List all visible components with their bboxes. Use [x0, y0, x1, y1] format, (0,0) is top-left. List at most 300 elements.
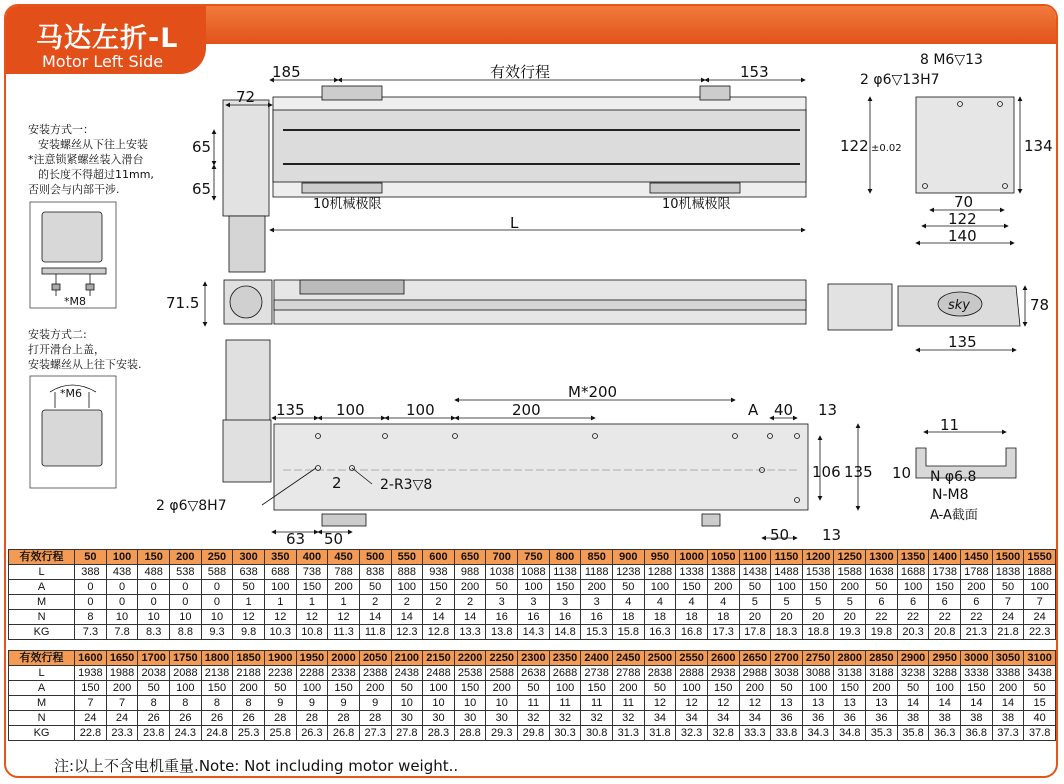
row-label-cell: A	[9, 580, 75, 595]
header-cell: 2800	[834, 651, 866, 666]
table-cell: 32.8	[707, 726, 739, 741]
table-cell: 24	[106, 711, 138, 726]
table-cell: 26.8	[328, 726, 360, 741]
table-cell: 100	[676, 681, 708, 696]
table-cell: 31.3	[612, 726, 644, 741]
table-cell: 8	[75, 610, 107, 625]
brand-logo: sky	[948, 298, 970, 313]
header-cell: 1050	[707, 550, 739, 565]
table-cell: 3088	[802, 666, 834, 681]
header-cell: 1600	[75, 651, 107, 666]
dim-40: 40	[774, 401, 794, 419]
dim-10: 10	[892, 464, 912, 482]
table-cell: 14	[391, 610, 423, 625]
table-cell: 50	[644, 681, 676, 696]
table-cell: 7.3	[75, 625, 107, 640]
table-cell: 34	[676, 711, 708, 726]
table-cell: 10	[423, 696, 455, 711]
table-cell: 7	[992, 595, 1024, 610]
table-cell: 36.3	[929, 726, 961, 741]
table-cell: 3438	[1024, 666, 1056, 681]
header-cell: 1000	[676, 550, 708, 565]
header-cell: 200	[170, 550, 202, 565]
note-line: 安装方式二:	[28, 328, 87, 341]
table-cell: 6	[897, 595, 929, 610]
table-cell: 200	[328, 580, 360, 595]
table-cell: 1238	[612, 565, 644, 580]
table-cell: 3188	[866, 666, 898, 681]
install-diagram-1	[30, 202, 116, 308]
table-cell: 1	[328, 595, 360, 610]
table-cell: 9.8	[233, 625, 265, 640]
table-cell: 0	[201, 580, 233, 595]
bottom-view	[223, 420, 808, 526]
table-cell: 18	[644, 610, 676, 625]
header-cell: 2450	[612, 651, 644, 666]
table-cell: 30.8	[581, 726, 613, 741]
header-cell: 350	[264, 550, 296, 565]
dim-106: 106	[812, 463, 841, 481]
header-cell: 2250	[486, 651, 518, 666]
header-cell: 2050	[359, 651, 391, 666]
table-row	[9, 580, 1056, 595]
table-cell: 3288	[929, 666, 961, 681]
table-cell: 2738	[581, 666, 613, 681]
table-cell: 50	[486, 580, 518, 595]
table-cell: 25.3	[233, 726, 265, 741]
dim-122b: 122	[948, 210, 977, 228]
table-cell: 10	[138, 610, 170, 625]
header-cell: 500	[359, 550, 391, 565]
table-cell: 1538	[802, 565, 834, 580]
table-row	[9, 565, 1056, 580]
table-cell: 26	[138, 711, 170, 726]
header-cell: 2650	[739, 651, 771, 666]
dim-122: 122	[840, 137, 869, 155]
limit-left: 10机械极限	[313, 197, 382, 212]
row-label-cell: L	[9, 666, 75, 681]
table-cell: 0	[138, 595, 170, 610]
table-cell: 38	[897, 711, 929, 726]
table-cell: 23.8	[138, 726, 170, 741]
header-cell: 1800	[201, 651, 233, 666]
dim-70: 70	[954, 193, 974, 211]
dim-65-b: 65	[192, 180, 212, 198]
table-cell: 988	[454, 565, 486, 580]
table-cell: 4	[707, 595, 739, 610]
table-cell: 16	[549, 610, 581, 625]
table-cell: 150	[423, 580, 455, 595]
table-cell: 1038	[486, 565, 518, 580]
table-cell: 688	[264, 565, 296, 580]
table-cell: 0	[106, 595, 138, 610]
table-cell: 1288	[644, 565, 676, 580]
table-cell: 17.8	[739, 625, 771, 640]
table-cell: 32	[612, 711, 644, 726]
header-cell: 2550	[676, 651, 708, 666]
table-cell: 13	[834, 696, 866, 711]
table-row	[9, 625, 1056, 640]
table-cell: 35.8	[897, 726, 929, 741]
table-cell: 150	[834, 681, 866, 696]
table-cell: 50	[359, 580, 391, 595]
table-cell: 20.3	[897, 625, 929, 640]
table-cell: 28	[264, 711, 296, 726]
title-cn: 马达左折-L	[36, 23, 179, 54]
table-cell: 8.8	[170, 625, 202, 640]
dim-13: 13	[818, 401, 838, 419]
table-cell: 22	[929, 610, 961, 625]
table-cell: 2888	[676, 666, 708, 681]
table-cell: 24	[75, 711, 107, 726]
table-cell: 16.3	[644, 625, 676, 640]
table-cell: 14	[423, 610, 455, 625]
table-cell: 1338	[676, 565, 708, 580]
table-cell: 30.3	[549, 726, 581, 741]
table-cell: 12	[328, 610, 360, 625]
table-cell: 150	[676, 580, 708, 595]
table-cell: 2388	[359, 666, 391, 681]
header-cell: 3000	[961, 651, 993, 666]
header-cell: 900	[612, 550, 644, 565]
header-cell: 1500	[992, 550, 1024, 565]
table-cell: 12	[644, 696, 676, 711]
table-cell: 5	[834, 595, 866, 610]
header-cell: 1950	[296, 651, 328, 666]
row-label-cell: N	[9, 610, 75, 625]
table-cell: 11	[549, 696, 581, 711]
table-cell: 31.8	[644, 726, 676, 741]
table-cell: 2	[423, 595, 455, 610]
table-cell: 100	[423, 681, 455, 696]
table-cell: 21.3	[961, 625, 993, 640]
table-cell: 2838	[644, 666, 676, 681]
table-cell: 100	[296, 681, 328, 696]
table-cell: 17.3	[707, 625, 739, 640]
table-cell: 12	[707, 696, 739, 711]
row-label-cell: N	[9, 711, 75, 726]
table-cell: 36	[802, 711, 834, 726]
table-cell: 2	[391, 595, 423, 610]
table-cell: 200	[612, 681, 644, 696]
table-cell: 150	[75, 681, 107, 696]
header-cell: 400	[296, 550, 328, 565]
table-cell: 40	[1024, 711, 1056, 726]
n-m8-callout: N-M8	[932, 487, 969, 503]
table-cell: 5	[739, 595, 771, 610]
table-cell: 1488	[771, 565, 803, 580]
dim-A: A	[748, 401, 759, 419]
dim-m200: M*200	[568, 383, 618, 401]
header-cell: 100	[106, 550, 138, 565]
header-cell: 1850	[233, 651, 265, 666]
table-cell: 11	[612, 696, 644, 711]
r3-callout: 2-R3▽8	[380, 477, 433, 493]
table-cell: 1888	[1024, 565, 1056, 580]
table-cell: 9.3	[201, 625, 233, 640]
header-cell: 550	[391, 550, 423, 565]
header-cell: 2100	[391, 651, 423, 666]
row-label-cell: KG	[9, 625, 75, 640]
m6-callout: 8 M6▽13	[920, 52, 983, 68]
dim-stroke: 有效行程	[490, 63, 551, 81]
table-cell: 200	[834, 580, 866, 595]
table-cell: 3388	[992, 666, 1024, 681]
table-cell: 35.3	[866, 726, 898, 741]
table-cell: 100	[802, 681, 834, 696]
table-cell: 36	[866, 711, 898, 726]
table-cell: 2238	[264, 666, 296, 681]
table-cell: 5	[771, 595, 803, 610]
header-cell: 2300	[518, 651, 550, 666]
header-label-cell: 有效行程	[9, 550, 75, 565]
table-cell: 100	[518, 580, 550, 595]
spec-table-1	[8, 549, 1056, 640]
dim-71-5: 71.5	[166, 294, 200, 312]
table-cell: 25.8	[264, 726, 296, 741]
table-cell: 27.3	[359, 726, 391, 741]
table-cell: 27.8	[391, 726, 423, 741]
header-cell: 1100	[739, 550, 771, 565]
header-cell: 1250	[834, 550, 866, 565]
table-cell: 6	[929, 595, 961, 610]
table-cell: 38	[929, 711, 961, 726]
table-cell: 50	[138, 681, 170, 696]
table-cell: 22.3	[1024, 625, 1056, 640]
note-line: 否则会与内部干涉.	[28, 183, 120, 196]
table-cell: 1	[264, 595, 296, 610]
table-cell: 100	[929, 681, 961, 696]
table-cell: 200	[739, 681, 771, 696]
table-cell: 12	[264, 610, 296, 625]
table-cell: 3138	[834, 666, 866, 681]
table-cell: 24.3	[170, 726, 202, 741]
table-cell: 150	[581, 681, 613, 696]
table-cell: 1938	[75, 666, 107, 681]
table-cell: 14	[454, 610, 486, 625]
table-cell: 6	[866, 595, 898, 610]
row-label-cell: KG	[9, 726, 75, 741]
table-cell: 150	[328, 681, 360, 696]
table-cell: 5	[802, 595, 834, 610]
table-cell: 20	[739, 610, 771, 625]
header-cell: 600	[423, 550, 455, 565]
header-cell: 450	[328, 550, 360, 565]
table-cell: 100	[771, 580, 803, 595]
limit-right: 10机械极限	[662, 197, 731, 212]
table-cell: 20	[771, 610, 803, 625]
table-cell: 12	[296, 610, 328, 625]
table-cell: 10	[454, 696, 486, 711]
table-cell: 388	[75, 565, 107, 580]
table-cell: 24	[992, 610, 1024, 625]
table-cell: 22	[897, 610, 929, 625]
table-cell: 15.8	[612, 625, 644, 640]
table-cell: 150	[707, 681, 739, 696]
table-cell: 7	[106, 696, 138, 711]
table-cell: 24.8	[201, 726, 233, 741]
table-cell: 1788	[961, 565, 993, 580]
table-cell: 20.8	[929, 625, 961, 640]
table-cell: 4	[676, 595, 708, 610]
table-cell: 588	[201, 565, 233, 580]
table-cell: 8	[138, 696, 170, 711]
table-cell: 100	[264, 580, 296, 595]
dim-100-b: 100	[406, 401, 435, 419]
table-cell: 11	[518, 696, 550, 711]
dim-13-b: 13	[822, 526, 842, 544]
table-cell: 16	[486, 610, 518, 625]
table-cell: 0	[170, 595, 202, 610]
table-cell: 13.3	[454, 625, 486, 640]
table-cell: 29.8	[518, 726, 550, 741]
table-row	[9, 666, 1056, 681]
table-cell: 26	[233, 711, 265, 726]
header-cell: 1400	[929, 550, 961, 565]
table-cell: 23.3	[106, 726, 138, 741]
table-cell: 1138	[549, 565, 581, 580]
table-cell: 37.8	[1024, 726, 1056, 741]
table-cell: 538	[170, 565, 202, 580]
table-cell: 18	[612, 610, 644, 625]
table-cell: 34	[707, 711, 739, 726]
table-cell: 16	[518, 610, 550, 625]
table-cell: 13.8	[486, 625, 518, 640]
table-cell: 34.3	[802, 726, 834, 741]
table-cell: 28	[359, 711, 391, 726]
table-cell: 1	[233, 595, 265, 610]
table-cell: 2588	[486, 666, 518, 681]
table-cell: 200	[233, 681, 265, 696]
table-cell: 22	[961, 610, 993, 625]
table-cell: 14	[359, 610, 391, 625]
table-cell: 50	[391, 681, 423, 696]
table-cell: 200	[486, 681, 518, 696]
table-cell: 150	[802, 580, 834, 595]
dim-135-right: 135	[844, 463, 873, 481]
table-cell: 26.3	[296, 726, 328, 741]
note-line: 安装螺丝从下往上安装	[38, 138, 148, 151]
table-cell: 33.3	[739, 726, 771, 741]
table-cell: 32	[518, 711, 550, 726]
table-cell: 2338	[328, 666, 360, 681]
table-cell: 7.8	[106, 625, 138, 640]
header-cell: 300	[233, 550, 265, 565]
table-cell: 36	[834, 711, 866, 726]
m8-label: *M8	[64, 295, 86, 308]
table-cell: 11.8	[359, 625, 391, 640]
table-cell: 32	[581, 711, 613, 726]
note-line: *注意锁紧螺丝装入滑台	[28, 153, 144, 166]
header-cell: 1200	[802, 550, 834, 565]
header-cell: 3100	[1024, 651, 1056, 666]
table-cell: 8.3	[138, 625, 170, 640]
dim-100-a: 100	[336, 401, 365, 419]
table-cell: 4	[612, 595, 644, 610]
note-line: 打开滑台上盖，	[28, 343, 105, 356]
note-line: 的长度不得超过11mm,	[38, 168, 154, 181]
table-cell: 100	[391, 580, 423, 595]
table-cell: 50	[992, 580, 1024, 595]
table-cell: 1988	[106, 666, 138, 681]
table-cell: 13	[802, 696, 834, 711]
table-cell: 12.3	[391, 625, 423, 640]
table-cell: 10	[170, 610, 202, 625]
table-row	[9, 610, 1056, 625]
dim-78: 78	[1030, 296, 1050, 314]
table-cell: 26	[170, 711, 202, 726]
table-cell: 34.8	[834, 726, 866, 741]
table-cell: 10	[106, 610, 138, 625]
header-label-cell: 有效行程	[9, 651, 75, 666]
table-cell: 14	[897, 696, 929, 711]
table-cell: 2938	[707, 666, 739, 681]
table-cell: 638	[233, 565, 265, 580]
table-cell: 28	[296, 711, 328, 726]
table-cell: 0	[170, 580, 202, 595]
header-cell: 2150	[423, 651, 455, 666]
header-cell: 1150	[771, 550, 803, 565]
table-cell: 200	[454, 580, 486, 595]
table-cell: 2	[359, 595, 391, 610]
table-cell: 10.3	[264, 625, 296, 640]
dim-65-a: 65	[192, 138, 212, 156]
table-cell: 3338	[961, 666, 993, 681]
dim-135-side: 135	[948, 333, 977, 351]
table-cell: 2788	[612, 666, 644, 681]
table-cell: 2438	[391, 666, 423, 681]
dim-tolerance: ±0.02	[871, 143, 902, 154]
table-cell: 32	[549, 711, 581, 726]
table-row	[9, 595, 1056, 610]
table-cell: 7	[75, 696, 107, 711]
table-cell: 150	[549, 580, 581, 595]
table-cell: 200	[992, 681, 1024, 696]
header-cell: 1450	[961, 550, 993, 565]
table-cell: 0	[106, 580, 138, 595]
table-cell: 15.3	[581, 625, 613, 640]
header-cell: 2750	[802, 651, 834, 666]
row-label-cell: A	[9, 681, 75, 696]
table-cell: 1838	[992, 565, 1024, 580]
table-cell: 150	[961, 681, 993, 696]
table-cell: 3238	[897, 666, 929, 681]
dim-135-bottom: 135	[276, 401, 305, 419]
header-cell: 2000	[328, 651, 360, 666]
table-cell: 150	[296, 580, 328, 595]
dim-2: 2	[332, 474, 342, 492]
table-cell: 0	[201, 595, 233, 610]
table-cell: 2138	[201, 666, 233, 681]
table-cell: 1388	[707, 565, 739, 580]
table-cell: 50	[612, 580, 644, 595]
table-cell: 16	[581, 610, 613, 625]
table-cell: 13	[866, 696, 898, 711]
table-cell: 3	[581, 595, 613, 610]
table-cell: 838	[359, 565, 391, 580]
header-cell: 2500	[644, 651, 676, 666]
table-header-row	[9, 651, 1056, 666]
table-cell: 13	[771, 696, 803, 711]
dim-140: 140	[948, 227, 977, 245]
table-cell: 150	[201, 681, 233, 696]
header-cell: 1750	[170, 651, 202, 666]
header-cell: 150	[138, 550, 170, 565]
table-cell: 21.8	[992, 625, 1024, 640]
header-cell: 2200	[454, 651, 486, 666]
table-cell: 50	[897, 681, 929, 696]
table-row	[9, 726, 1056, 741]
